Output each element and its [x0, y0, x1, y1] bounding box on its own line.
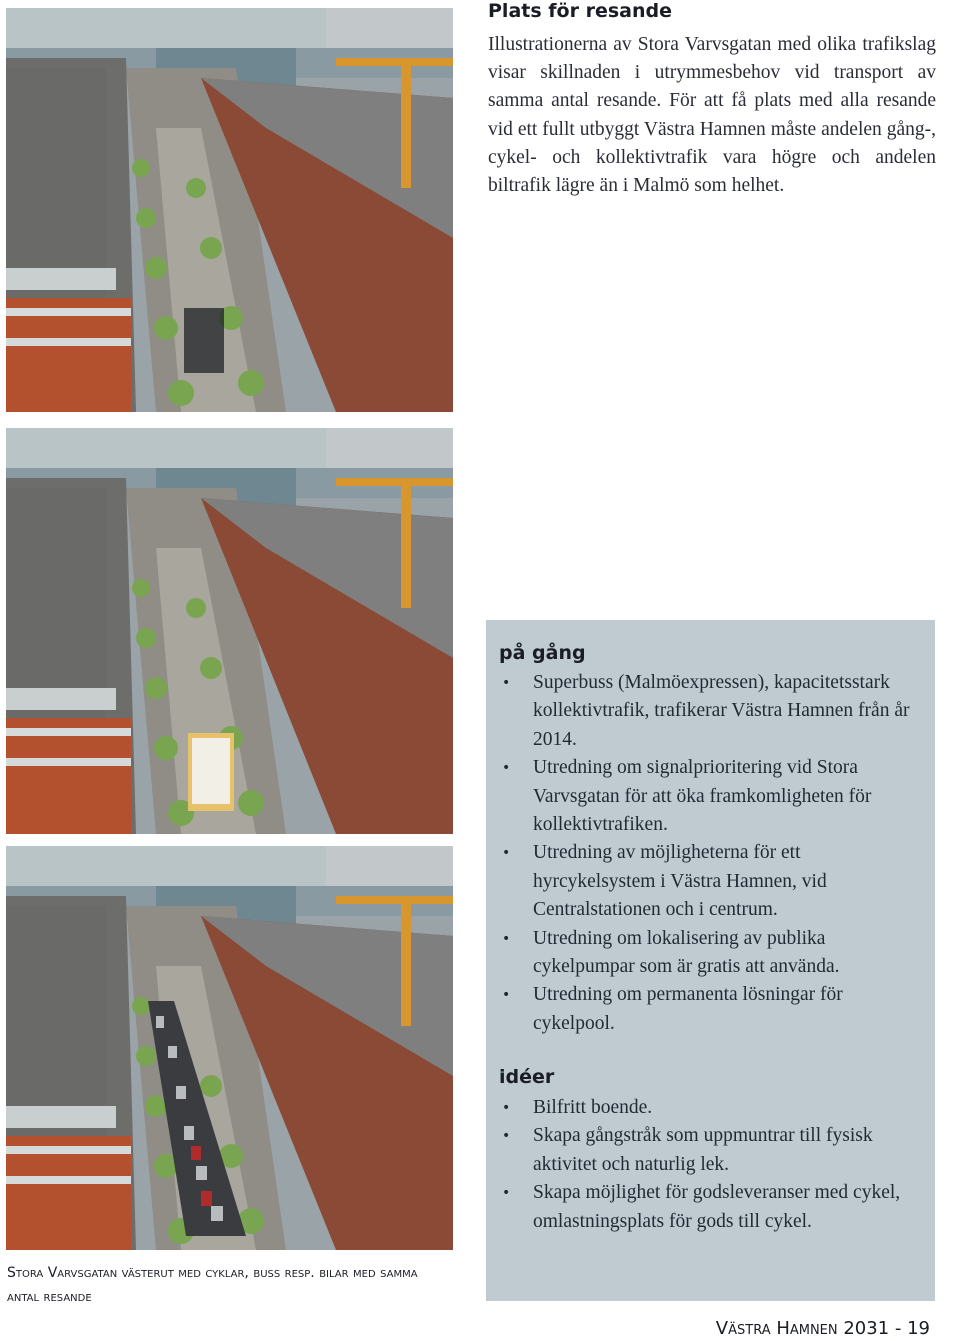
ideas-heading: idéer: [499, 1066, 555, 1088]
section-title: Plats för resande: [488, 0, 672, 22]
info-box: [486, 620, 935, 1301]
list-item: • Skapa gångstråk som uppmuntrar till fysisk aktivitet och naturlig lek.: [500, 1122, 924, 1179]
bullet-icon: •: [502, 1100, 511, 1116]
ongoing-heading: på gång: [499, 642, 586, 664]
list-item: • Bilfritt boende.: [500, 1094, 924, 1122]
list-item: • Utredning om signalprioritering vid Stora Varvsgatan för att öka framkomligheten för kollektivtrafiken.: [500, 754, 924, 839]
photo-caption: Stora Varvsgatan västerut med cyklar, buss resp. bilar med samma antal resande: [7, 1265, 418, 1305]
photo-street-cyclists: [6, 8, 453, 412]
photo-street-cars: [6, 846, 453, 1250]
list-item: • Utredning av möjligheterna för ett hyrcykelsystem i Västra Hamnen, vid Centralstationen och i centrum.: [500, 839, 924, 924]
bullet-icon: •: [502, 760, 511, 777]
page-footer: Västra Hamnen 2031 - 19: [715, 1318, 930, 1339]
section-body: Illustrationerna av Stora Varvsgatan med olika trafikslag visar skillnaden i utrymmesbehov vid transport av samma antal resande. För att få plats med alla resande vid ett fullt utbyggt Västra Hamnen måste andelen gång-, cykel- och kollektivtrafik vara högre och andelen biltrafik lägre än i Malmö som helhet.: [488, 34, 936, 197]
ongoing-list: [500, 669, 924, 1038]
list-item: • Utredning om lokalisering av publika cykelpumpar som är gratis att använda.: [500, 925, 924, 982]
bullet-icon: •: [502, 845, 511, 862]
bullet-icon: •: [502, 1185, 511, 1202]
list-item: • Utredning om permanenta lösningar för cykelpool.: [500, 981, 924, 1038]
list-item: • Superbuss (Malmöexpressen), kapacitetsstark kollektivtrafik, trafikerar Västra Hamnen från år 2014.: [500, 669, 924, 754]
list-item: • Skapa möjlighet för godsleveranser med cykel, omlastningsplats för gods till cykel.: [500, 1179, 924, 1236]
photo-street-bus: [6, 428, 453, 834]
street-illustration-bus: [6, 428, 453, 834]
bullet-icon: •: [502, 987, 511, 1004]
street-illustration-cars: [6, 846, 453, 1250]
bullet-icon: •: [502, 930, 511, 947]
bullet-icon: •: [502, 1128, 511, 1145]
bullet-icon: •: [502, 675, 511, 691]
street-illustration-cyclists: [6, 8, 453, 412]
ideas-list: [500, 1094, 924, 1236]
